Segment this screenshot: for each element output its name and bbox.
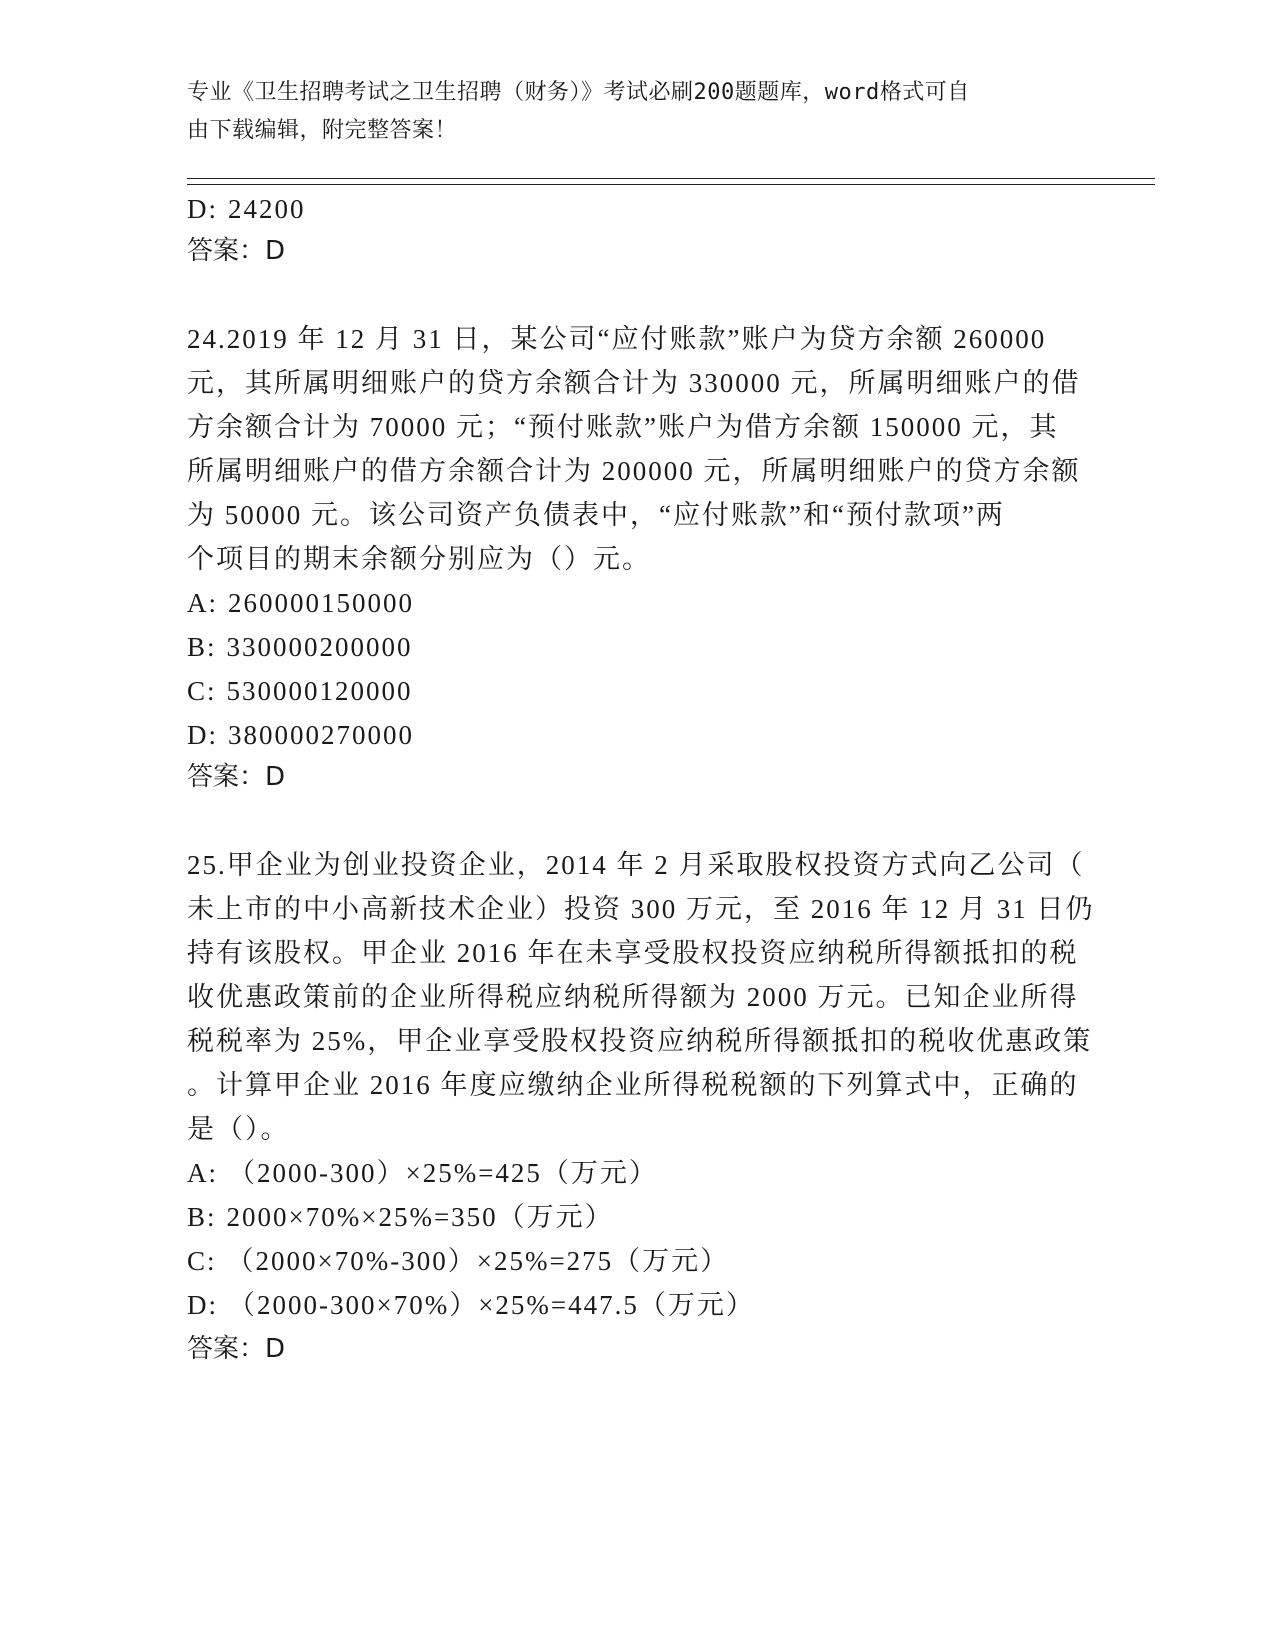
- q24-option-c: C: 530000120000: [187, 676, 413, 706]
- q25-text-line: 25.甲企业为创业投资企业，2014 年 2 月采取股权投资方式向乙公司（: [187, 850, 1085, 880]
- q24-text-line: 元，其所属明细账户的贷方余额合计为 330000 元，所属明细账户的借: [187, 368, 1081, 398]
- prev-option-d: D: 24200: [187, 194, 306, 224]
- header-divider-bottom: [187, 184, 1155, 185]
- q24-option-d: D: 380000270000: [187, 720, 414, 750]
- q25-text-line: 是（）。: [187, 1114, 290, 1144]
- q24-text-line: 方余额合计为 70000 元；“预付账款”账户为借方余额 150000 元，其: [187, 412, 1059, 442]
- q25-text-line: 。计算甲企业 2016 年度应缴纳企业所得税税额的下列算式中，正确的: [187, 1070, 1079, 1100]
- q25-text-line: 税税率为 25%，甲企业享受股权投资应纳税所得额抵扣的税收优惠政策: [187, 1026, 1093, 1056]
- q25-answer: 答案：D: [187, 1334, 286, 1364]
- q24-text-line: 所属明细账户的借方余额合计为 200000 元，所属明细账户的贷方余额: [187, 456, 1081, 486]
- q24-text-line: 个项目的期末余额分别应为（）元。: [187, 544, 651, 574]
- q25-text-line: 收优惠政策前的企业所得税应纳税所得额为 2000 万元。已知企业所得: [187, 982, 1079, 1012]
- q24-option-b: B: 330000200000: [187, 632, 413, 662]
- q24-text-line: 为 50000 元。该公司资产负债表中，“应付账款”和“预付款项”两: [187, 500, 1005, 530]
- header-line-2: 由下载编辑，附完整答案！: [187, 118, 458, 143]
- q25-option-b: B: 2000×70%×25%=350（万元）: [187, 1202, 614, 1232]
- q25-option-d: D: （2000-300×70%）×25%=447.5（万元）: [187, 1290, 755, 1320]
- prev-answer: 答案：D: [187, 236, 286, 266]
- header-divider-top: [187, 178, 1155, 179]
- q25-option-c: C: （2000×70%-300）×25%=275（万元）: [187, 1246, 730, 1276]
- q25-option-a: A: （2000-300）×25%=425（万元）: [187, 1158, 658, 1188]
- q25-text-line: 持有该股权。甲企业 2016 年在未享受股权投资应纳税所得额抵扣的税: [187, 938, 1079, 968]
- q24-option-a: A: 260000150000: [187, 588, 414, 618]
- q24-answer: 答案：D: [187, 762, 286, 792]
- header-line-1: 专业《卫生招聘考试之卫生招聘（财务）》考试必刷200题题库，word格式可自: [187, 80, 970, 105]
- q25-text-line: 未上市的中小高新技术企业）投资 300 万元，至 2016 年 12 月 31 日仍: [187, 894, 1095, 924]
- q24-text-line: 24.2019 年 12 月 31 日，某公司“应付账款”账户为贷方余额 260000: [187, 324, 1047, 354]
- document-header: [187, 74, 1067, 150]
